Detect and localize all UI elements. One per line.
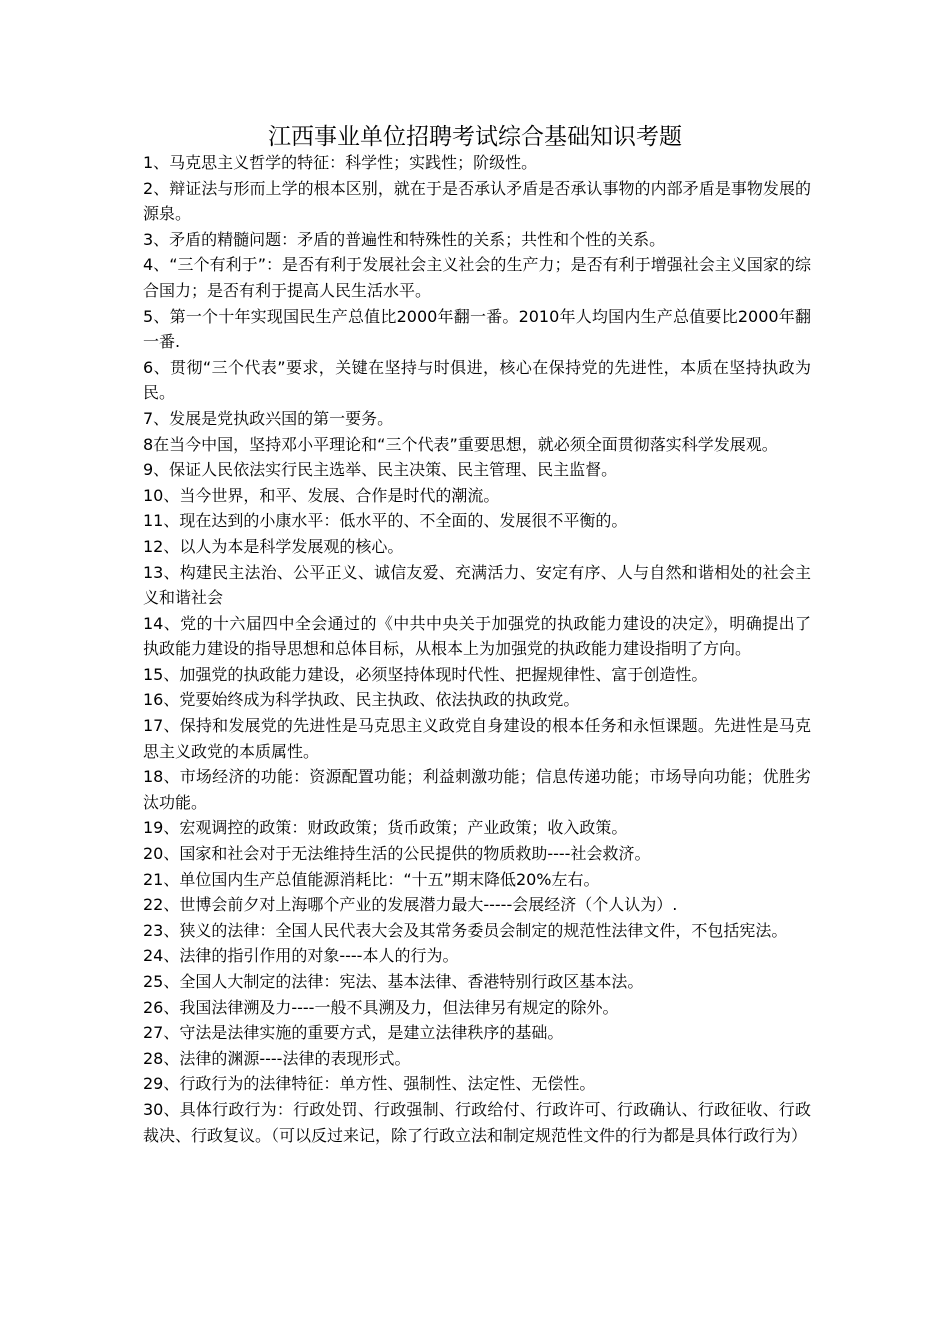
list-item: 7、发展是党执政兴国的第一要务。 [143, 408, 394, 428]
list-item: 25、全国人大制定的法律：宪法、基本法律、香港特别行政区基本法。 [143, 972, 644, 991]
document-title: 江西事业单位招聘考试综合基础知识考题 [268, 124, 682, 150]
list-item: 30、具体行政行为：行政处罚、行政强制、行政给付、行政许可、行政确认、行政征收、行政裁决、行政复议。（可以反过来记，除了行政立法和制定规范性文件的行为都是具体行政行为） [143, 1099, 811, 1145]
list-item: 28、法律的渊源----法律的表现形式。 [143, 1048, 411, 1068]
list-item: 2、辩证法与形而上学的根本区别，就在于是否承认矛盾是否承认事物的内部矛盾是事物发展的源泉。 [143, 178, 811, 224]
list-item: 13、构建民主法治、公平正义、诚信友爱、充满活力、安定有序、人与自然和谐相处的社会主义和谐社会 [143, 562, 811, 608]
list-item: 11、现在达到的小康水平：低水平的、不全面的、发展很不平衡的。 [143, 511, 628, 531]
list-item: 9、保证人民依法实行民主选举、民主决策、民主管理、民主监督。 [143, 460, 618, 480]
list-item: 18、市场经济的功能：资源配置功能；利益刺激功能；信息传递功能；市场导向功能；优胜劣汰功能。 [143, 767, 811, 812]
list-item: 21、单位国内生产总值能源消耗比：“十五”期末降低20%左右。 [143, 869, 600, 889]
list-item: 6、贯彻“三个代表”要求，关键在坚持与时俱进，核心在保持党的先进性，本质在坚持执政为民。 [143, 357, 811, 403]
list-item: 1、马克思主义哲学的特征：科学性；实践性；阶级性。 [143, 153, 538, 172]
list-item: 10、当今世界，和平、发展、合作是时代的潮流。 [143, 485, 500, 505]
list-item: 12、以人为本是科学发展观的核心。 [143, 536, 404, 556]
list-item: 19、宏观调控的政策：财政政策；货币政策；产业政策；收入政策。 [143, 818, 628, 838]
list-item: 26、我国法律溯及力----一般不具溯及力，但法律另有规定的除外。 [143, 997, 619, 1017]
list-item: 24、法律的指引作用的对象----本人的行为。 [143, 946, 459, 966]
list-item: 15、加强党的执政能力建设，必须坚持体现时代性、把握规律性、富于创造性。 [143, 664, 708, 684]
list-item: 16、党要始终成为科学执政、民主执政、依法执政的执政党。 [143, 690, 580, 710]
list-item: 14、党的十六届四中全会通过的《中共中央关于加强党的执政能力建设的决定》，明确提出了执政能力建设的指导思想和总体目标，从根本上为加强党的执政能力建设指明了方向。 [143, 613, 811, 659]
list-item: 17、保持和发展党的先进性是马克思主义政党自身建设的根本任务和永恒课题。先进性是马克思主义政党的本质属性。 [143, 716, 811, 761]
list-item: 8在当今中国，坚持邓小平理论和“三个代表”重要思想，就必须全面贯彻落实科学发展观。 [143, 434, 778, 454]
list-item: 29、行政行为的法律特征：单方性、强制性、法定性、无偿性。 [143, 1074, 596, 1094]
list-item: 27、守法是法律实施的重要方式，是建立法律秩序的基础。 [143, 1023, 564, 1043]
list-item: 22、世博会前夕对上海哪个产业的发展潜力最大-----会展经济（个人认为）. [143, 895, 678, 915]
list-item: 5、第一个十年实现国民生产总值比2000年翻一番。2010年人均国内生产总值要比2000年翻一番. [143, 306, 811, 352]
list-item: 4、“三个有利于”：是否有利于发展社会主义社会的生产力；是否有利于增强社会主义国家的综合国力；是否有利于提高人民生活水平。 [143, 255, 811, 300]
list-item: 20、国家和社会对于无法维持生活的公民提供的物质救助----社会救济。 [143, 844, 651, 864]
list-item: 3、矛盾的精髓问题：矛盾的普遍性和特殊性的关系；共性和个性的关系。 [143, 229, 666, 249]
document-body [143, 150, 811, 1148]
list-item: 23、狭义的法律：全国人民代表大会及其常务委员会制定的规范性法律文件，不包括宪法。 [143, 920, 788, 940]
